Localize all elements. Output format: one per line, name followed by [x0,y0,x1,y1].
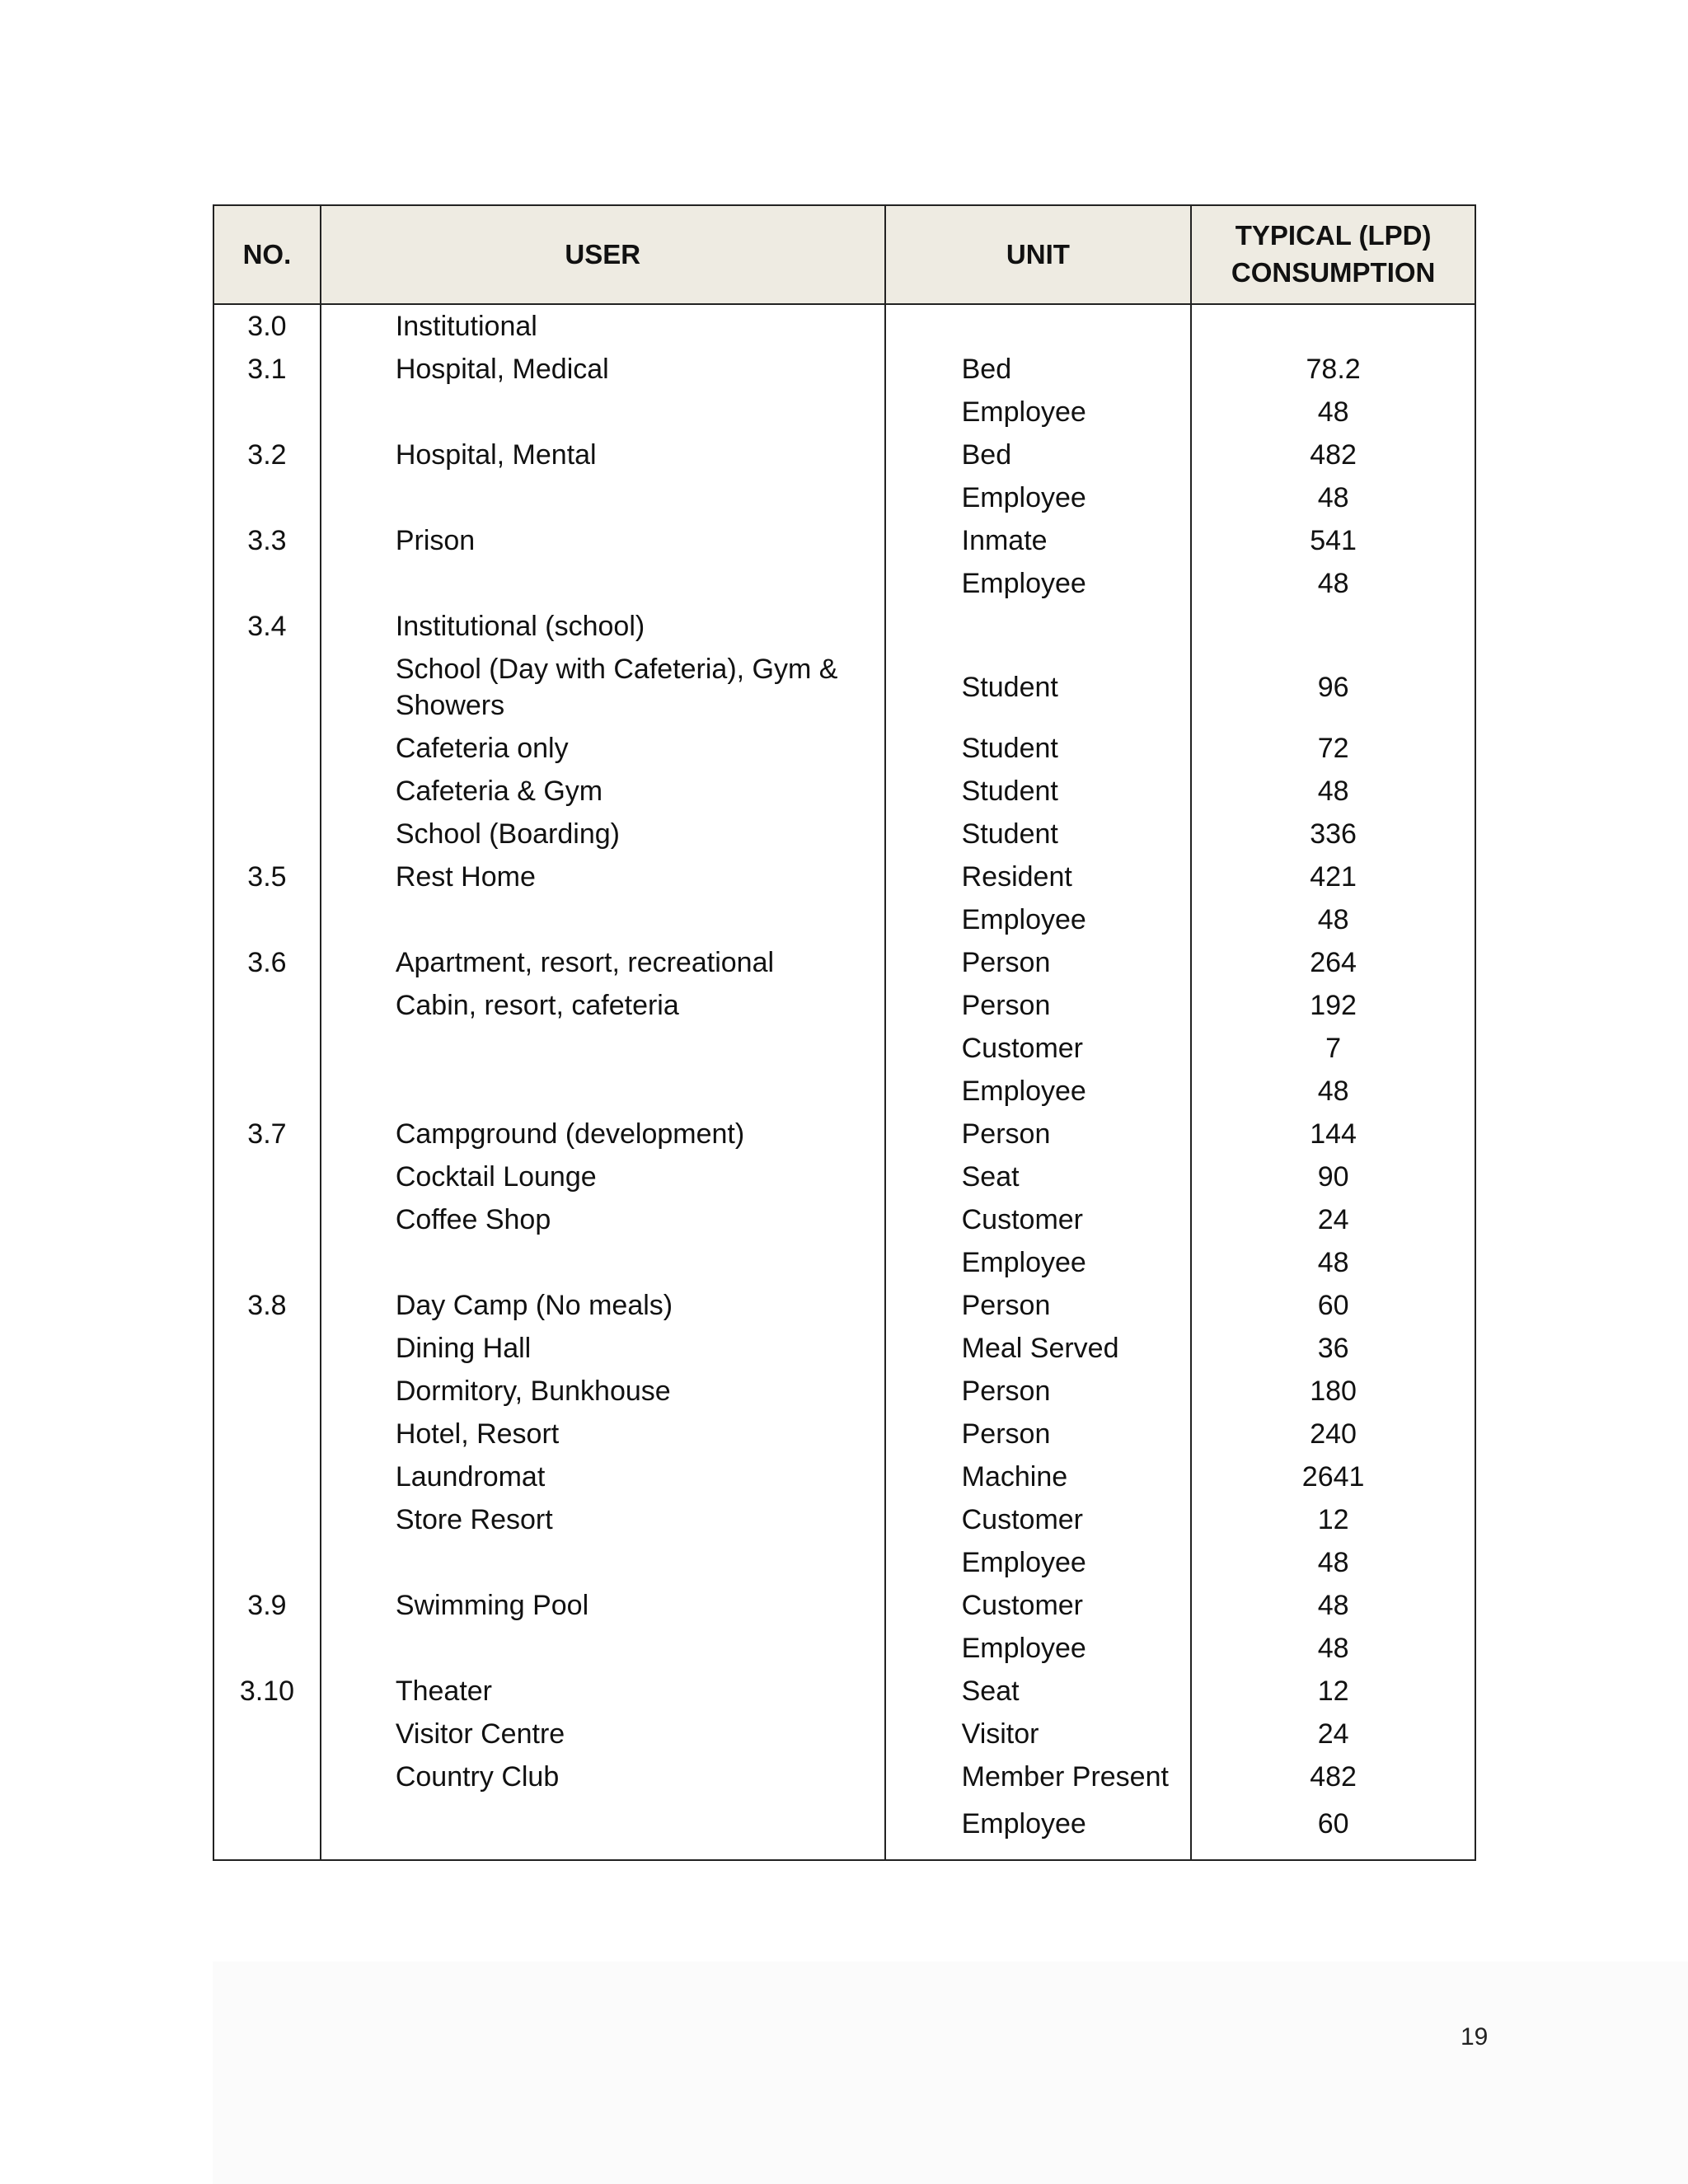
cell-unit: Person [885,1370,1192,1413]
page-number: 19 [1461,2023,1489,2050]
cell-consumption: 421 [1191,855,1475,898]
cell-no [213,1241,321,1284]
cell-unit: Student [885,770,1192,813]
cell-user [321,1070,885,1113]
cell-unit: Seat [885,1155,1192,1198]
cell-no: 3.5 [213,855,321,898]
header-consumption-line1: TYPICAL (LPD) [1235,220,1432,251]
header-user: USER [321,205,885,304]
table-row [213,1027,1475,1070]
cell-consumption: 24 [1191,1198,1475,1241]
cell-consumption: 48 [1191,1627,1475,1670]
cell-no: 3.10 [213,1670,321,1713]
cell-user: Institutional [321,304,885,348]
cell-consumption: 48 [1191,391,1475,434]
cell-consumption: 48 [1191,1584,1475,1627]
cell-unit: Seat [885,1670,1192,1713]
cell-consumption: 78.2 [1191,348,1475,391]
cell-no [213,1541,321,1584]
cell-no [213,1713,321,1755]
cell-no: 3.4 [213,605,321,648]
cell-no [213,984,321,1027]
cell-consumption: 2641 [1191,1455,1475,1498]
table-row [213,1198,1475,1241]
cell-unit: Student [885,813,1192,855]
table-row [213,1241,1475,1284]
header-unit: UNIT [885,205,1192,304]
cell-consumption: 541 [1191,519,1475,562]
cell-consumption: 48 [1191,476,1475,519]
cell-unit: Member Present [885,1755,1192,1798]
cell-no: 3.3 [213,519,321,562]
cell-user: Store Resort [321,1498,885,1541]
cell-user: School (Boarding) [321,813,885,855]
cell-unit: Resident [885,855,1192,898]
cell-unit: Customer [885,1498,1192,1541]
cell-user: Country Club [321,1755,885,1798]
cell-user: Laundromat [321,1455,885,1498]
table-row [213,855,1475,898]
cell-consumption [1191,304,1475,348]
cell-user [321,1027,885,1070]
cell-no: 3.2 [213,434,321,476]
header-consumption [1191,205,1475,304]
cell-user: Swimming Pool [321,1584,885,1627]
cell-user: Hospital, Mental [321,434,885,476]
cell-consumption: 12 [1191,1670,1475,1713]
table-row [213,1284,1475,1327]
table-row [213,605,1475,648]
cell-consumption: 48 [1191,898,1475,941]
cell-no [213,770,321,813]
cell-no [213,476,321,519]
cell-user [321,1798,885,1860]
table-row [213,1070,1475,1113]
cell-unit: Student [885,727,1192,770]
cell-user: Visitor Centre [321,1713,885,1755]
cell-user: Cocktail Lounge [321,1155,885,1198]
cell-consumption: 240 [1191,1413,1475,1455]
cell-consumption: 90 [1191,1155,1475,1198]
cell-unit: Employee [885,1541,1192,1584]
cell-consumption: 482 [1191,1755,1475,1798]
cell-consumption: 336 [1191,813,1475,855]
cell-unit: Employee [885,1070,1192,1113]
cell-consumption: 48 [1191,1541,1475,1584]
table-row [213,648,1475,727]
cell-consumption [1191,605,1475,648]
cell-no [213,1155,321,1198]
cell-no: 3.0 [213,304,321,348]
table-row [213,304,1475,348]
table-row [213,1798,1475,1860]
cell-consumption: 12 [1191,1498,1475,1541]
cell-consumption: 180 [1191,1370,1475,1413]
cell-user: Cabin, resort, cafeteria [321,984,885,1027]
cell-user: Hotel, Resort [321,1413,885,1455]
cell-consumption: 60 [1191,1798,1475,1860]
table-row [213,1541,1475,1584]
cell-unit: Employee [885,1241,1192,1284]
cell-no [213,562,321,605]
table-row [213,898,1475,941]
cell-no [213,1455,321,1498]
cell-user [321,1541,885,1584]
cell-no [213,648,321,727]
cell-unit: Bed [885,348,1192,391]
table-row [213,984,1475,1027]
table-row [213,941,1475,984]
table-row [213,1498,1475,1541]
cell-unit: Customer [885,1584,1192,1627]
cell-consumption: 48 [1191,1241,1475,1284]
cell-user: Campground (development) [321,1113,885,1155]
cell-no [213,1755,321,1798]
cell-unit: Person [885,1413,1192,1455]
cell-consumption: 482 [1191,434,1475,476]
table-row [213,1327,1475,1370]
cell-user: School (Day with Cafeteria), Gym & Showers [321,648,885,727]
cell-unit: Employee [885,898,1192,941]
cell-unit: Person [885,941,1192,984]
cell-unit [885,304,1192,348]
cell-user: Institutional (school) [321,605,885,648]
table-row [213,1455,1475,1498]
cell-consumption: 144 [1191,1113,1475,1155]
cell-unit: Student [885,648,1192,727]
cell-user: Theater [321,1670,885,1713]
cell-user [321,476,885,519]
cell-unit: Customer [885,1027,1192,1070]
table-row [213,727,1475,770]
table-row [213,1627,1475,1670]
cell-no [213,1798,321,1860]
cell-unit: Meal Served [885,1327,1192,1370]
cell-user: Rest Home [321,855,885,898]
cell-unit: Employee [885,476,1192,519]
table-row [213,1113,1475,1155]
cell-user: Dining Hall [321,1327,885,1370]
cell-consumption: 264 [1191,941,1475,984]
cell-no [213,1370,321,1413]
cell-no [213,727,321,770]
cell-no [213,1027,321,1070]
cell-unit: Employee [885,391,1192,434]
cell-unit: Bed [885,434,1192,476]
cell-unit: Customer [885,1198,1192,1241]
table-row [213,1370,1475,1413]
table-row [213,348,1475,391]
cell-consumption: 48 [1191,1070,1475,1113]
cell-no [213,898,321,941]
cell-user: Cafeteria only [321,727,885,770]
cell-consumption: 60 [1191,1284,1475,1327]
cell-user: Coffee Shop [321,1198,885,1241]
cell-no: 3.8 [213,1284,321,1327]
cell-unit: Machine [885,1455,1192,1498]
cell-consumption: 24 [1191,1713,1475,1755]
cell-no [213,1198,321,1241]
cell-no [213,1498,321,1541]
table-row [213,813,1475,855]
cell-unit: Employee [885,1798,1192,1860]
cell-user [321,898,885,941]
cell-unit: Person [885,984,1192,1027]
table-row [213,1713,1475,1755]
table-header-row [213,205,1475,304]
cell-consumption: 36 [1191,1327,1475,1370]
cell-no: 3.6 [213,941,321,984]
table-row [213,1155,1475,1198]
cell-user: Day Camp (No meals) [321,1284,885,1327]
cell-consumption: 48 [1191,562,1475,605]
cell-user: Prison [321,519,885,562]
table-row [213,391,1475,434]
cell-no [213,1413,321,1455]
table-row [213,519,1475,562]
cell-consumption: 7 [1191,1027,1475,1070]
cell-unit [885,605,1192,648]
cell-no: 3.7 [213,1113,321,1155]
cell-consumption: 48 [1191,770,1475,813]
table-row [213,1755,1475,1798]
cell-consumption: 72 [1191,727,1475,770]
cell-unit: Employee [885,562,1192,605]
cell-no [213,1070,321,1113]
cell-user [321,1627,885,1670]
table-row [213,770,1475,813]
table-row [213,562,1475,605]
cell-consumption: 192 [1191,984,1475,1027]
cell-user: Cafeteria & Gym [321,770,885,813]
cell-user: Dormitory, Bunkhouse [321,1370,885,1413]
cell-no: 3.1 [213,348,321,391]
cell-unit: Person [885,1284,1192,1327]
cell-user [321,562,885,605]
cell-no: 3.9 [213,1584,321,1627]
cell-unit: Inmate [885,519,1192,562]
cell-user [321,391,885,434]
header-no: NO. [213,205,321,304]
table-row [213,476,1475,519]
table-row [213,1670,1475,1713]
water-consumption-table [213,204,1476,1861]
cell-unit: Person [885,1113,1192,1155]
cell-no [213,391,321,434]
cell-no [213,1327,321,1370]
cell-user [321,1241,885,1284]
cell-unit: Employee [885,1627,1192,1670]
header-consumption-line2: CONSUMPTION [1231,257,1436,288]
table-row [213,434,1475,476]
cell-no [213,1627,321,1670]
table-row [213,1584,1475,1627]
cell-user: Apartment, resort, recreational [321,941,885,984]
page-lower-shade [213,1961,1688,2184]
table-row [213,1413,1475,1455]
cell-no [213,813,321,855]
cell-unit: Visitor [885,1713,1192,1755]
cell-consumption: 96 [1191,648,1475,727]
cell-user: Hospital, Medical [321,348,885,391]
